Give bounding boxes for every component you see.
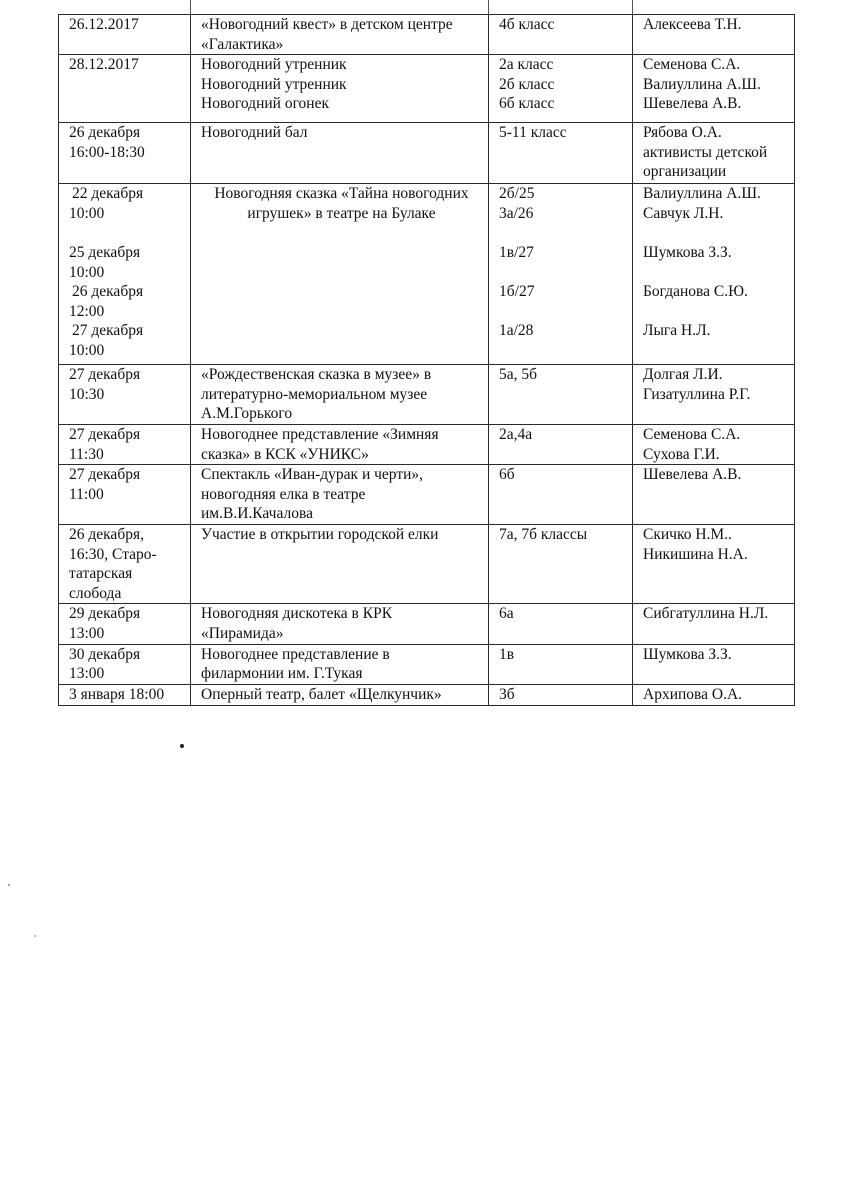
event-line: «Рождественская сказка в музее» в xyxy=(201,366,432,384)
responsible-line: Богданова С.Ю. xyxy=(643,283,748,301)
responsible-cell xyxy=(633,184,795,365)
event-cell xyxy=(191,465,489,525)
scan-speck xyxy=(180,744,184,748)
date-cell xyxy=(59,184,191,365)
responsible-cell xyxy=(633,15,795,55)
class-cell xyxy=(489,365,633,425)
border-fragment xyxy=(190,0,191,14)
date-line: 27 декабря xyxy=(69,366,141,384)
date-cell xyxy=(59,424,191,464)
responsible-line: Савчук Л.Н. xyxy=(643,204,724,222)
class-cell xyxy=(489,424,633,464)
date-line: 26 декабря xyxy=(72,283,144,301)
class-cell xyxy=(489,524,633,603)
class-line xyxy=(499,223,626,243)
date-cell xyxy=(59,524,191,603)
responsible-line: Шевелева А.В. xyxy=(643,95,742,113)
event-cell xyxy=(191,524,489,603)
class-line: 6б xyxy=(499,466,515,484)
event-line: Участие в открытии городской елки xyxy=(201,525,439,543)
responsible-line: Валиуллина А.Ш. xyxy=(643,185,761,203)
table-row xyxy=(59,465,795,525)
date-line: 16:30, Старо- xyxy=(69,545,157,563)
event-cell xyxy=(191,644,489,684)
event-line: новогодняя елка в театре xyxy=(201,485,366,503)
date-line: 10:00 xyxy=(69,204,105,222)
responsible-line: Гизатуллина Р.Г. xyxy=(643,385,751,403)
scan-speck xyxy=(8,884,10,886)
responsible-line xyxy=(643,302,788,322)
responsible-cell xyxy=(633,644,795,684)
responsible-line: Долгая Л.И. xyxy=(643,366,723,384)
scan-speck xyxy=(34,935,36,937)
class-line: 6а xyxy=(499,605,514,623)
table-row xyxy=(59,55,795,123)
table-row xyxy=(59,123,795,184)
date-cell xyxy=(59,604,191,644)
event-line: игрушек» в театре на Булаке xyxy=(247,204,436,222)
date-line: 13:00 xyxy=(69,665,105,683)
schedule-table-body xyxy=(59,15,795,706)
responsible-cell xyxy=(633,365,795,425)
responsible-line xyxy=(643,263,788,283)
class-line: 3а/26 xyxy=(499,204,534,222)
table-row xyxy=(59,184,795,365)
class-line xyxy=(499,263,626,283)
class-cell xyxy=(489,55,633,123)
class-line: 1б/27 xyxy=(499,283,535,301)
responsible-cell xyxy=(633,55,795,123)
class-cell xyxy=(489,123,633,184)
date-cell xyxy=(59,15,191,55)
class-line: 2а,4а xyxy=(499,425,533,443)
responsible-line: Лыга Н.Л. xyxy=(643,322,711,340)
event-line: Новогодний бал xyxy=(201,124,308,142)
class-cell xyxy=(489,604,633,644)
event-line: филармонии им. Г.Тукая xyxy=(201,665,363,683)
responsible-cell xyxy=(633,123,795,184)
responsible-line: активисты детской xyxy=(643,143,768,161)
class-line: 5а, 5б xyxy=(499,366,538,384)
date-line: 3 января 18:00 xyxy=(69,685,165,703)
class-line: 3б xyxy=(499,685,515,703)
class-cell xyxy=(489,184,633,365)
date-cell xyxy=(59,644,191,684)
responsible-cell xyxy=(633,424,795,464)
date-line: 29 декабря xyxy=(69,605,141,623)
event-line: Новогоднее представление «Зимняя xyxy=(201,425,439,443)
event-line: Новогодний утренник xyxy=(201,56,347,74)
event-line: «Галактика» xyxy=(201,35,284,53)
class-line: 4б класс xyxy=(499,16,555,33)
class-line: 1в/27 xyxy=(499,243,534,261)
table-row xyxy=(59,644,795,684)
class-cell xyxy=(489,465,633,525)
class-line xyxy=(499,302,626,322)
event-cell xyxy=(191,365,489,425)
date-line: 26.12.2017 xyxy=(69,16,139,33)
event-line: Новогоднее представление в xyxy=(201,645,390,663)
event-cell xyxy=(191,184,489,365)
event-line: Новогодний огонек xyxy=(201,95,330,113)
class-line: 6б класс xyxy=(499,95,555,113)
responsible-line: организации xyxy=(643,163,727,181)
responsible-line: Шумкова З.З. xyxy=(643,645,732,663)
responsible-line: Скичко Н.М.. xyxy=(643,525,732,543)
event-line: сказка» в КСК «УНИКС» xyxy=(201,445,369,463)
border-fragment xyxy=(488,0,489,14)
responsible-line: Семенова С.А. xyxy=(643,56,741,74)
date-line: 27 декабря xyxy=(72,322,144,340)
class-line: 5-11 класс xyxy=(499,124,567,142)
event-line: А.М.Горького xyxy=(201,405,293,423)
event-line: «Новогодний квест» в детском центре xyxy=(201,16,453,33)
date-line: 22 декабря xyxy=(72,185,144,203)
class-line: 7а, 7б классы xyxy=(499,525,588,543)
date-cell xyxy=(59,365,191,425)
date-line: 10:00 xyxy=(69,263,105,281)
responsible-cell xyxy=(633,604,795,644)
date-line: 30 декабря xyxy=(69,645,141,663)
responsible-line: Семенова С.А. xyxy=(643,425,741,443)
event-cell xyxy=(191,684,489,705)
event-line: Новогодняя сказка «Тайна новогодних xyxy=(214,185,469,203)
date-line: слобода xyxy=(69,584,122,602)
responsible-line: Сухова Г.И. xyxy=(643,445,720,463)
responsible-cell xyxy=(633,465,795,525)
date-line: 13:00 xyxy=(69,624,105,642)
date-line: 10:30 xyxy=(69,385,105,403)
date-cell xyxy=(59,465,191,525)
event-line: Оперный театр, балет «Щелкунчик» xyxy=(201,685,442,703)
border-fragment xyxy=(632,0,633,14)
event-line: им.В.И.Качалова xyxy=(201,505,313,523)
date-line: 26 декабря, xyxy=(69,525,144,543)
responsible-cell xyxy=(633,684,795,705)
class-line: 2а класс xyxy=(499,56,554,74)
event-cell xyxy=(191,15,489,55)
class-cell xyxy=(489,644,633,684)
event-cell xyxy=(191,123,489,184)
responsible-line: Сибгатуллина Н.Л. xyxy=(643,605,769,623)
date-line: 25 декабря xyxy=(69,243,141,261)
date-line: татарская xyxy=(69,565,133,583)
responsible-line: Рябова О.А. xyxy=(643,124,722,142)
responsible-line: Архипова О.А. xyxy=(643,685,743,703)
table-row xyxy=(59,524,795,603)
class-cell xyxy=(489,684,633,705)
date-line: 27 декабря xyxy=(69,466,141,484)
class-line: 1в xyxy=(499,645,515,663)
event-cell xyxy=(191,604,489,644)
event-line: литературно-мемориальном музее xyxy=(201,385,428,403)
date-line xyxy=(69,223,184,243)
table-row xyxy=(59,424,795,464)
event-line: Спектакль «Иван-дурак и черти», xyxy=(201,466,424,484)
table-row xyxy=(59,604,795,644)
date-line: 16:00-18:30 xyxy=(69,143,145,161)
table-row xyxy=(59,15,795,55)
responsible-line: Никишина Н.А. xyxy=(643,545,748,563)
table-row xyxy=(59,365,795,425)
date-line: 11:30 xyxy=(69,445,104,463)
class-line: 2б/25 xyxy=(499,185,535,203)
date-cell xyxy=(59,55,191,123)
class-cell xyxy=(489,15,633,55)
date-line: 28.12.2017 xyxy=(69,56,139,74)
event-line: «Пирамида» xyxy=(201,624,284,642)
event-cell xyxy=(191,424,489,464)
class-line: 2б класс xyxy=(499,75,555,93)
event-cell xyxy=(191,55,489,123)
responsible-line: Алексеева Т.Н. xyxy=(643,16,742,33)
date-cell xyxy=(59,684,191,705)
table-row xyxy=(59,684,795,705)
responsible-line: Шумкова З.З. xyxy=(643,243,732,261)
responsible-line xyxy=(643,223,788,243)
date-line: 27 декабря xyxy=(69,425,141,443)
date-line: 26 декабря xyxy=(69,124,141,142)
date-line: 12:00 xyxy=(69,302,105,320)
class-line: 1а/28 xyxy=(499,322,534,340)
date-line: 11:00 xyxy=(69,485,104,503)
event-line: Новогодний утренник xyxy=(201,75,347,93)
date-cell xyxy=(59,123,191,184)
responsible-line: Валиуллина А.Ш. xyxy=(643,75,761,93)
responsible-line: Шевелева А.В. xyxy=(643,466,742,484)
event-line: Новогодняя дискотека в КРК xyxy=(201,605,393,623)
schedule-table xyxy=(58,14,795,706)
date-line: 10:00 xyxy=(69,341,105,359)
responsible-cell xyxy=(633,524,795,603)
